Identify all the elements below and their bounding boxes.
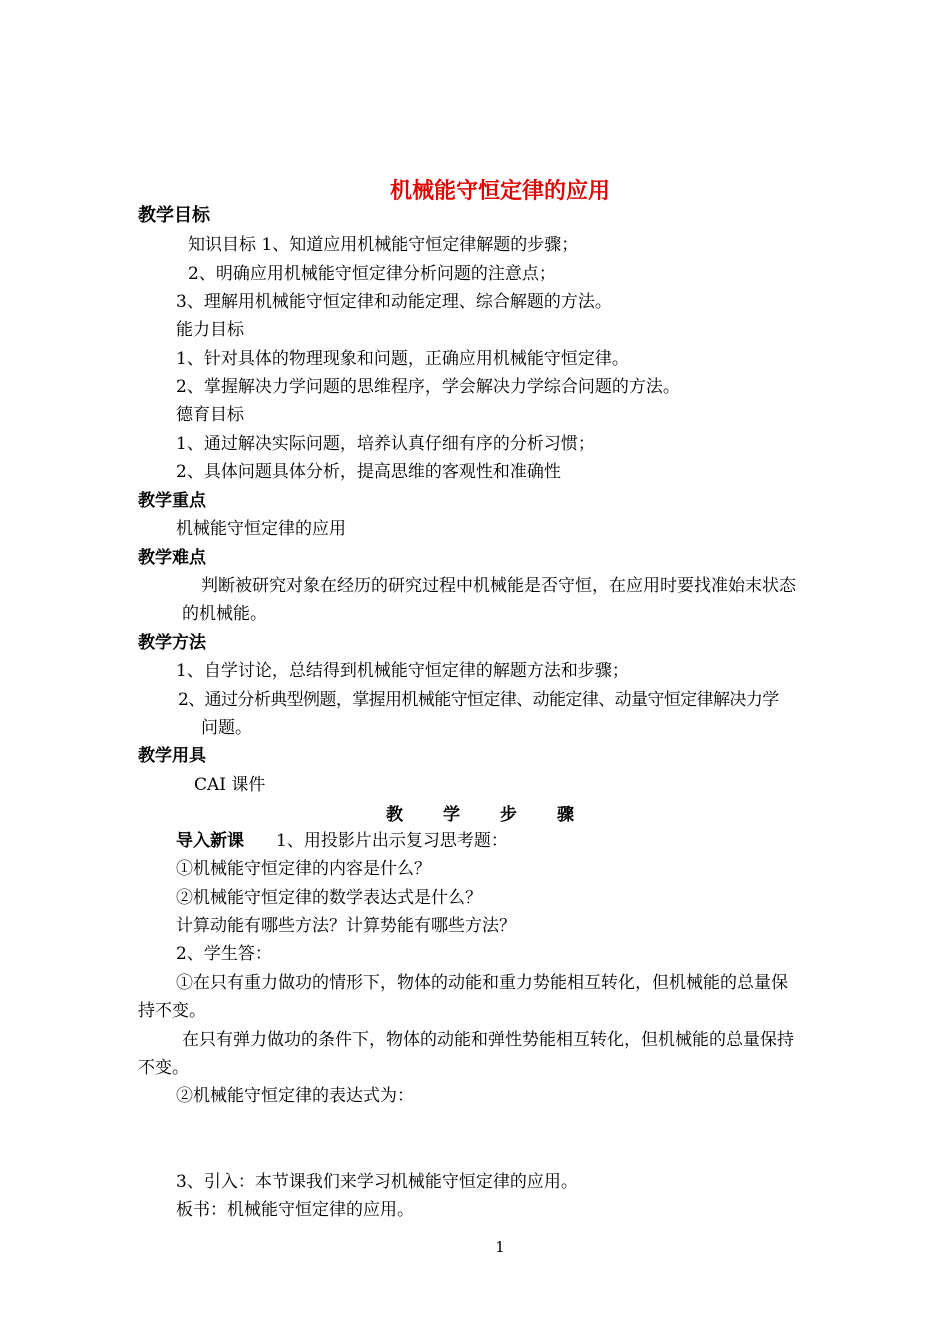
- knowledge-objective-1: 知识目标 1、知道应用机械能守恒定律解题的步骤；: [188, 235, 579, 255]
- method-item-2-line-1: 2、通过分析典型例题，掌握用机械能守恒定律、动能定律、动量守恒定律解决力学: [178, 690, 779, 710]
- ability-objective-2: 2、掌握解决力学问题的思维程序，学会解决力学综合问题的方法。: [176, 377, 680, 397]
- key-point-text: 机械能守恒定律的应用: [176, 519, 346, 539]
- answer-1-line-2: 持不变。: [138, 1001, 206, 1021]
- intro-3: 3、引入：本节课我们来学习机械能守恒定律的应用。: [176, 1172, 578, 1192]
- difficulty-line-2: 的机械能。: [182, 604, 267, 624]
- review-question-2: ②机械能守恒定律的数学表达式是什么？: [176, 888, 482, 908]
- ability-heading: 能力目标: [176, 320, 244, 340]
- intro-label: 导入新课: [176, 831, 244, 851]
- moral-objective-1: 1、通过解决实际问题，培养认真仔细有序的分析习惯；: [176, 434, 595, 454]
- answer-2-line-1: 在只有弹力做功的条件下，物体的动能和弹性势能相互转化，但机械能的总量保持: [182, 1030, 794, 1050]
- difficulty-line-1: 判断被研究对象在经历的研究过程中机械能是否守恒，在应用时要找准始末状态: [201, 576, 796, 596]
- answer-heading: 2、学生答：: [176, 944, 272, 964]
- moral-heading: 德育目标: [176, 405, 244, 425]
- answer-3: ②机械能守恒定律的表达式为：: [176, 1086, 414, 1106]
- key-point-heading: 教学重点: [138, 491, 206, 511]
- objectives-heading: 教学目标: [138, 205, 210, 226]
- intro-text: 1、用投影片出示复习思考题：: [276, 831, 508, 851]
- tools-heading: 教学用具: [138, 746, 206, 766]
- steps-heading: 教学步骤: [386, 805, 614, 825]
- review-question-1: ①机械能守恒定律的内容是什么？: [176, 859, 431, 879]
- difficulty-heading: 教学难点: [138, 548, 206, 568]
- tools-text: CAI 课件: [194, 775, 266, 795]
- methods-heading: 教学方法: [138, 633, 206, 653]
- method-item-1: 1、自学讨论，总结得到机械能守恒定律的解题方法和步骤；: [176, 661, 629, 681]
- page-number: 1: [495, 1238, 505, 1256]
- knowledge-objective-2: 2、明确应用机械能守恒定律分析问题的注意点；: [188, 264, 556, 284]
- ability-objective-1: 1、针对具体的物理现象和问题，正确应用机械能守恒定律。: [176, 349, 629, 369]
- knowledge-objective-3: 3、理解用机械能守恒定律和动能定理、综合解题的方法。: [176, 292, 612, 312]
- answer-1-line-1: ①在只有重力做功的情形下，物体的动能和重力势能相互转化，但机械能的总量保: [176, 973, 788, 993]
- board-writing: 板书：机械能守恒定律的应用。: [176, 1200, 414, 1220]
- review-question-3: 计算动能有哪些方法？计算势能有哪些方法？: [176, 916, 516, 936]
- document-title: 机械能守恒定律的应用: [389, 179, 610, 204]
- answer-2-line-2: 不变。: [138, 1058, 189, 1078]
- moral-objective-2: 2、具体问题具体分析，提高思维的客观性和准确性: [176, 462, 561, 482]
- method-item-2-line-2: 问题。: [201, 718, 252, 738]
